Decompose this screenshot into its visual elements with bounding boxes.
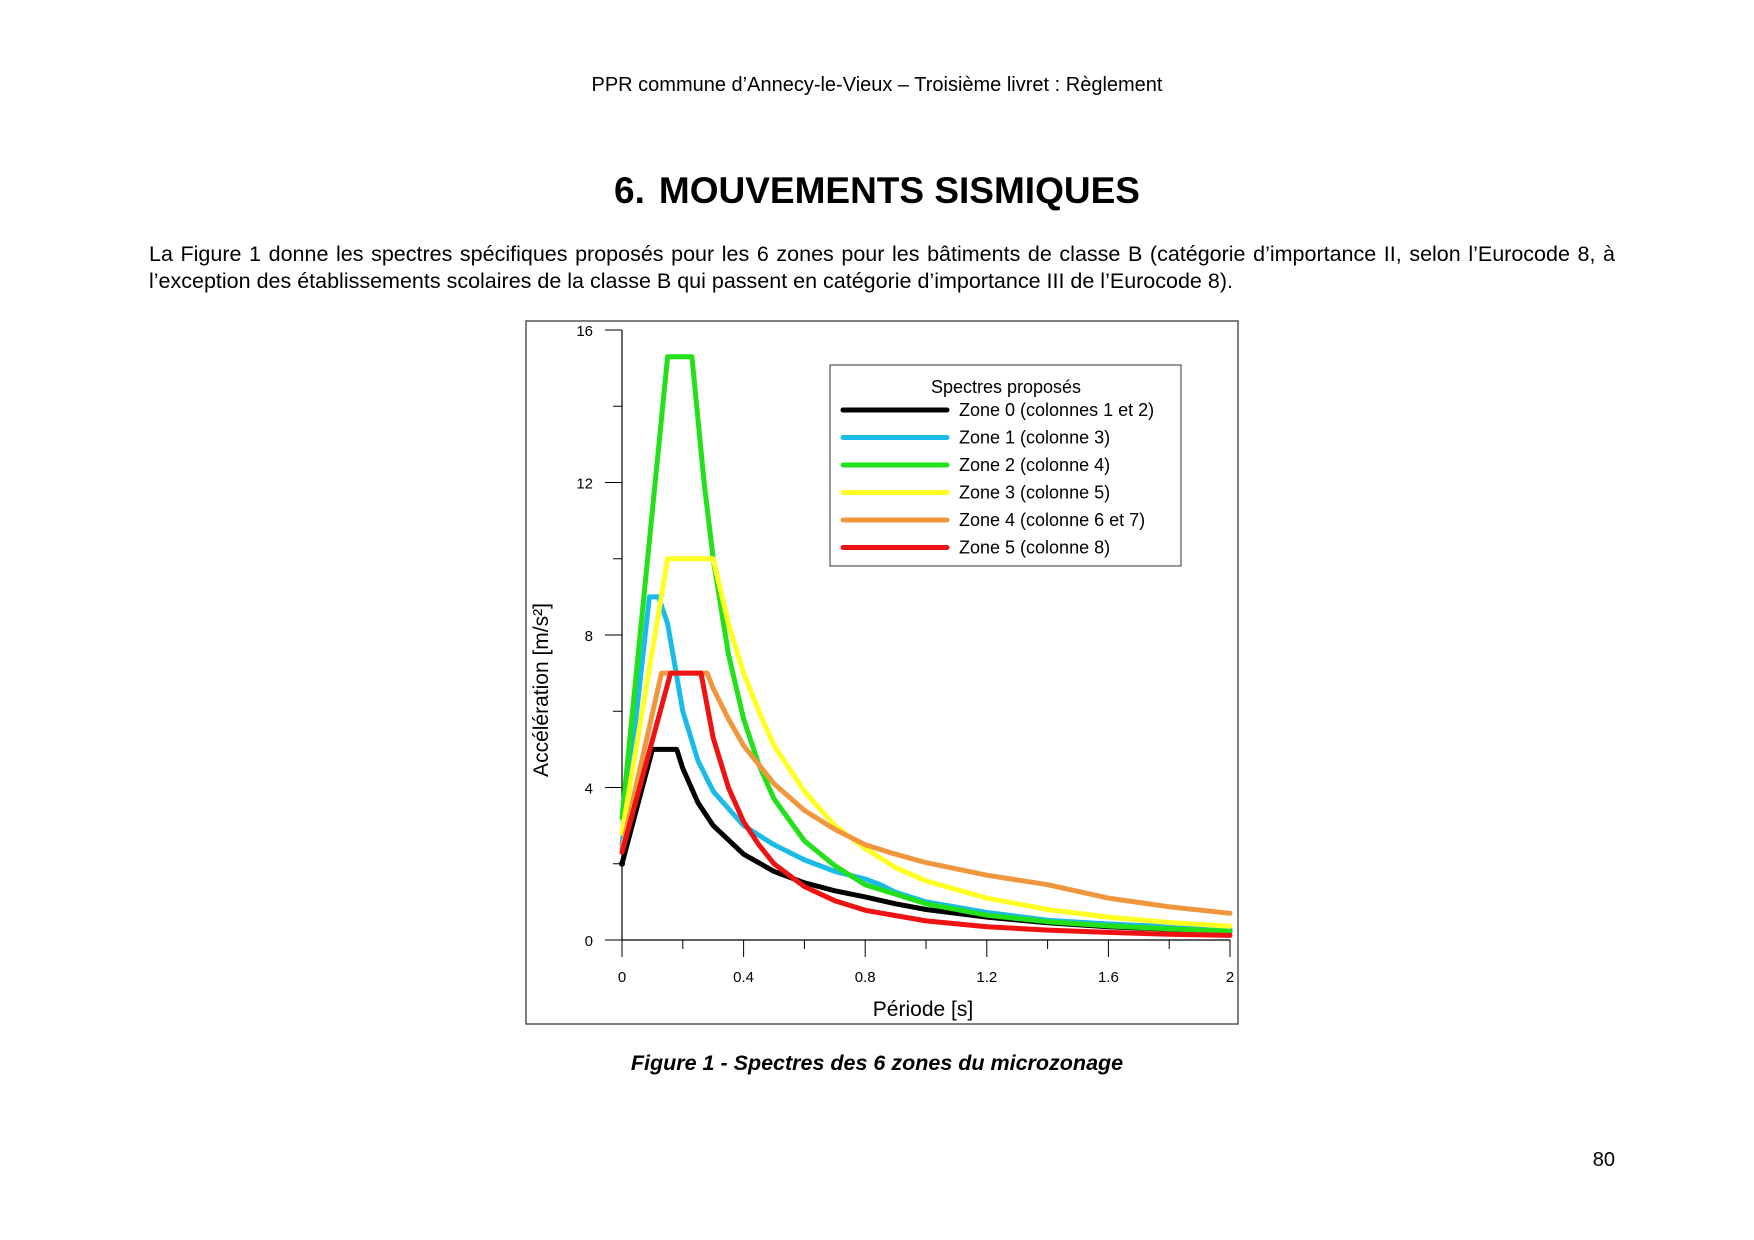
x-axis-label: Période [s] [872,998,974,1021]
x-tick-label: 0.8 [854,969,876,986]
y-tick-label: 0 [584,933,593,950]
chart-legend [830,365,1181,566]
section-title-text: MOUVEMENTS SISMIQUES [658,170,1140,211]
legend-label-zone-5: Zone 5 (colonne 8) [959,537,1111,558]
y-tick-label: 12 [576,475,593,493]
x-tick-label: 0 [617,969,627,986]
section-number: 6. [614,170,645,211]
x-tick-label: 2 [1225,969,1235,986]
y-tick-label: 16 [576,323,593,340]
x-tick-label: 1.2 [976,969,998,986]
legend-label-zone-0: Zone 0 (colonnes 1 et 2) [959,400,1155,420]
legend-label-zone-4: Zone 4 (colonne 6 et 7) [959,510,1146,530]
y-tick-label: 8 [584,628,593,645]
x-tick-label: 1.6 [1097,969,1119,986]
y-axis-label: Accélération [m/s²] [530,603,553,777]
legend-title: Spectres proposés [930,377,1082,397]
spectra-chart [525,320,1240,1026]
x-tick-label: 0.4 [733,969,755,986]
section-title [0,170,1754,212]
page-number: 80 [1592,1149,1615,1171]
figure-1 [525,320,1240,1026]
legend-label-zone-1: Zone 1 (colonne 3) [959,427,1111,448]
legend-label-zone-2: Zone 2 (colonne 4) [959,455,1111,475]
legend-label-zone-3: Zone 3 (colonne 5) [959,482,1111,503]
body-paragraph: La Figure 1 donne les spectres spécifiques proposés pour les 6 zones pour les bâtiments de classe B (catégorie d’importance II, selon l’Eurocode 8, à l’exception des établissements scolaires de la classe B qui passent en catégorie d’importance III de l’Eurocode 8). [149,242,1615,293]
running-header: PPR commune d’Annecy-le-Vieux – Troisième livret : Règlement [591,74,1163,96]
series-start-marker [619,861,625,867]
y-tick-label: 4 [584,780,593,798]
figure-caption: Figure 1 - Spectres des 6 zones du microzonage [630,1051,1124,1075]
